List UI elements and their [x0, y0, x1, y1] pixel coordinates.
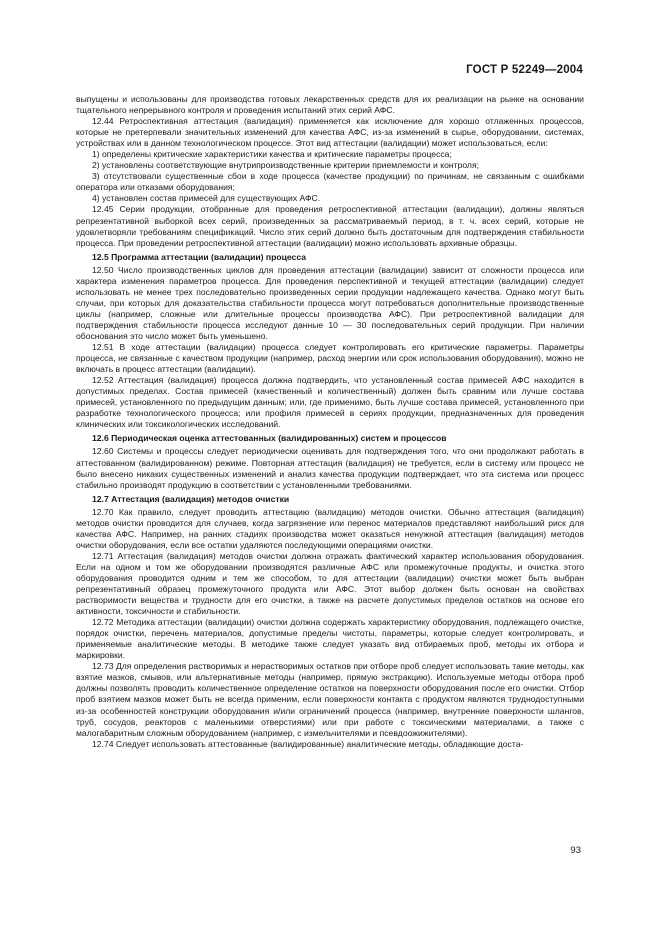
- section-heading-12-7: 12.7 Аттестация (валидация) методов очистки: [92, 493, 290, 504]
- list-item-3: 3) отсутствовали существенные сбои в ходе процесса (качестве продукции) по причинам, не связанным с ошибками оператора или отказами оборудования;: [76, 171, 584, 193]
- paragraph-continuation: выпущены и использованы для производства готовых лекарственных средств для их реализации на рынке на основании тщательного непрерывного контроля и проведения испытаний этих серий АФС.: [76, 94, 584, 116]
- paragraph-12-60: 12.60 Системы и процессы следует периодически оценивать для подтверждения того, что они продолжают работать в аттестованном (валидированном) режиме. Повторная аттестация (валидация) не требуется, если в систему или процесс не было внесено никаких существенных изменений и анализ качества продукции подтверждает, что эта система или процесс стабильно производят продукцию в соответствии с установленными требованиями.: [76, 446, 584, 490]
- paragraph-12-73: 12.73 Для определения растворимых и нерастворимых остатков при отборе проб следует использовать такие методы, как взятие мазков, смывов, или альтернативные методы (например, прямую экстракцию). Используемые методы отбора проб должны позволять проводить количественное определение остатков на поверхности оборудования после его очистки. Отбор проб взятием мазков может быть не всегда применим, если поверхности контакта с продуктом являются труднодоступными из-за особенностей конструкции оборудования и/или ограничений процесса (например, внутренние поверхности шлангов, труб, сосудов, реакторов с маленькими отверстиями) или при работе с токсическими материалами, а также с малогабаритным сложным оборудованием (например, с измельчителями и псевдоожижителями).: [76, 661, 584, 738]
- paragraph-12-74: 12.74 Следует использовать аттестованные (валидированные) аналитические методы, обладающие доста-: [92, 738, 524, 749]
- document-body: [76, 94, 584, 750]
- paragraph-12-72: 12.72 Методика аттестации (валидации) очистки должна содержать характеристику оборудования, подлежащего очистке, порядок очистки, перечень материалов, допустимые пределы чистоты, параметры, которые следует контролировать, и применяемые аналитические методы. В методике также следует указать вид отбираемых проб, методы их отбора и маркировки.: [76, 617, 584, 661]
- section-heading-12-6: 12.6 Периодическая оценка аттестованных (валидированных) систем и процессов: [92, 433, 447, 444]
- paragraph-12-44: 12.44 Ретроспективная аттестация (валидация) применяется как исключение для хорошо отлаженных процессов, которые не претерпевали значительных изменений для качества АФС, из-за изменений в сырье, оборудовании, системах, устройствах или в данном технологическом процессе. Этот вид аттестации (валидации) может использоваться, если:: [76, 116, 584, 149]
- paragraph-12-51: 12.51 В ходе аттестации (валидации) процесса следует контролировать его критические параметры. Параметры процесса, не связанные с качеством продукции (например, расход энергии или срок использования оборудования), можно не включать в процесс аттестации (валидации).: [76, 342, 584, 375]
- page-number: 93: [570, 845, 581, 856]
- section-heading-12-5: 12.5 Программа аттестации (валидации) процесса: [92, 251, 307, 262]
- list-item-1: 1) определены критические характеристики качества и критические параметры процесса;: [92, 149, 452, 160]
- paragraph-12-71: 12.71 Аттестация (валидация) методов очистки должна отражать фактический характер использования оборудования. Если на одном и том же оборудовании производятся различные АФС или промежуточные продукты, и очистка этого оборудования проводится одним и тем же способом, то для аттестации (валидации) очистки может быть выбран репрезентативный образец промежуточного продукта или АФС. Этот выбор должен быть основан на свойствах растворимости вещества и трудности для его очистки, а также на расчете допустимых пределов остатков на основе его активности, токсичности и стабильности.: [76, 550, 584, 617]
- list-item-2: 2) установлены соответствующие внутрипроизводственные критерии приемлемости и контроля;: [92, 160, 479, 171]
- paragraph-12-50: 12.50 Число производственных циклов для проведения аттестации (валидации) зависит от сложности процесса или характера изменения параметров процесса. Для проведения перспективной и текущей аттестации (валидации) следует использовать не менее трех последовательно произведенных серии продукции надлежащего качества. Однако могут быть случаи, при которых для доказательства стабильности процесса могут потребоваться дополнительные производственные циклы (например, сложные или длительные процессы производства АФС). При ретроспективной валидации для подтверждения стабильности процесса исследуют данные 10 — 30 последовательных серий продукции. При наличии обоснования это число может быть уменьшено.: [76, 264, 584, 341]
- paragraph-12-70: 12.70 Как правило, следует проводить аттестацию (валидацию) методов очистки. Обычно аттестация (валидация) методов очистки проводится для случаев, когда загрязнение или перенос материалов представляют наибольший риск для качества АФС. Например, на ранних стадиях производства может оказаться ненужной аттестация (валидация) методов очистки оборудования, если все остатки удаляются последующими операциями очистки.: [76, 506, 584, 550]
- paragraph-12-45: 12.45 Серии продукции, отобранные для проведения ретроспективной аттестации (валидации), должны являться репрезентативной выборкой всех серий, произведенных за рассматриваемый период, в т. ч. всех серий, которые не удовлетворяли требованиям спецификаций. Число этих серий должно быть достаточным для подтверждения стабильности процесса. При проведении ретроспективной аттестации (валидации) можно использовать архивные образцы.: [76, 204, 584, 248]
- document-id-header: ГОСТ Р 52249—2004: [466, 64, 583, 76]
- paragraph-12-52: 12.52 Аттестация (валидация) процесса должна подтвердить, что установленный состав примесей АФС находится в допустимых пределах. Состав примесей (качественный и количественный) должен быть сравним или лучше состава примесей, установленного по предыдущим данным; или, где применимо, быть лучше состава примесей, установленного при разработке технологического процесса; или профиля примесей в сериях продукции, предназначенных для проведения клинических или токсикологических исследований.: [76, 375, 584, 430]
- list-item-4: 4) установлен состав примесей для существующих АФС.: [92, 193, 321, 204]
